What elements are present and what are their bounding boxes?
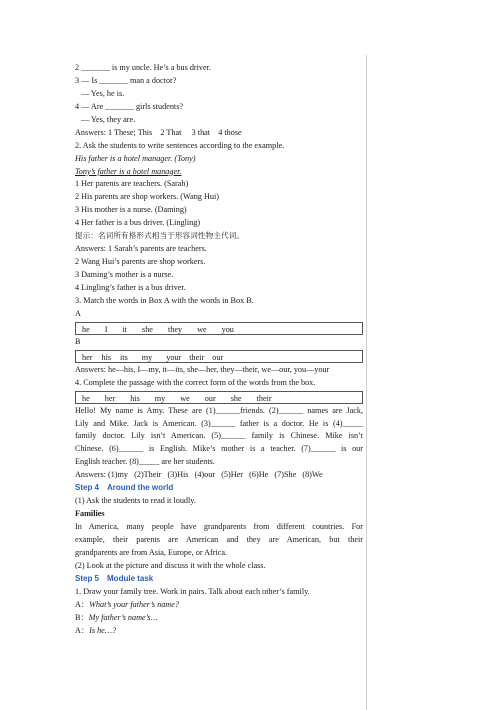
dialogue-line xyxy=(75,599,363,612)
task4-instruction: 4. Complete the passage with the correct form of the words from the box. xyxy=(75,377,316,387)
step5-heading xyxy=(75,573,363,586)
dialogue-speaker: A： xyxy=(75,625,90,635)
task2-item: 3 His mother is a nurse. (Daming) xyxy=(75,205,187,215)
task2-answer: Answers: 1 Sarah’s parents are teachers. xyxy=(75,244,207,254)
dialogue-speaker: A： xyxy=(75,599,90,609)
passage-line: Chinese. (6)______ is English. Mike’s mother is a teacher. (7)______ is our xyxy=(75,444,363,454)
families-line: grandparents are from Asia, Europe, or Africa. xyxy=(75,547,228,557)
ex1-line: 3 — Is _______ man a doctor? xyxy=(75,75,177,85)
step4-number: Step 4 xyxy=(75,483,100,493)
box-a-word: we xyxy=(197,324,207,334)
families-title: Families xyxy=(75,509,105,519)
box-a-label: A xyxy=(75,308,81,318)
box-c-word: their xyxy=(256,393,272,403)
families-line: In America, many people have grandparents from different countries. For xyxy=(75,522,363,531)
task4-answers: Answers: (1)my (2)Their (3)His (4)our (5)Her (6)He (7)She (8)We xyxy=(75,470,323,480)
ex1-line: — Yes, they are. xyxy=(81,114,136,124)
box-b-word: their xyxy=(189,352,205,362)
task2-item: 4 Her father is a bus driver. (Lingling) xyxy=(75,218,201,228)
box-c-word: our xyxy=(204,393,216,403)
box-a-word: they xyxy=(167,324,183,334)
box-b-word: his xyxy=(101,352,112,362)
ex1-line: — Yes, he is. xyxy=(81,88,125,98)
box-b-word: your xyxy=(166,352,182,362)
task2-instruction: 2. Ask the students to write sentences according to the example. xyxy=(75,140,285,150)
lesson-content xyxy=(75,62,363,637)
task2-item: 1 Her parents are teachers. (Sarah) xyxy=(75,179,189,189)
step5-number: Step 5 xyxy=(75,573,100,583)
dialogue-speaker: B： xyxy=(75,612,89,622)
ex1-answers: Answers: 1 These; This 2 That 3 that 4 those xyxy=(75,127,242,137)
box-c-word: his xyxy=(130,393,140,403)
step4-heading xyxy=(75,482,363,495)
passage-line: family doctor. Lily isn’t American. (5)______ family is Chinese. Mike isn’t xyxy=(75,431,363,441)
families-line: example, their parents are American and they are American, but their xyxy=(75,534,363,544)
task2-tip: 提示：名词所有格形式相当于形容词性物主代词。 xyxy=(75,231,245,241)
dialogue-text: My father’s name’s… xyxy=(88,612,158,622)
passage-line: English teacher. (8)_____ are her students. xyxy=(75,457,215,467)
box-a-word: I xyxy=(104,324,108,334)
box-c-word: she xyxy=(230,393,242,403)
box-c-word: my xyxy=(154,393,166,403)
box-a-word: she xyxy=(142,324,153,334)
box-b-label: B xyxy=(75,336,81,346)
box-c-word: her xyxy=(104,393,116,403)
task2-answer: 2 Wang Hui’s parents are shop workers. xyxy=(75,257,206,267)
passage-line: Hello! My name is Amy. These are (1)______friends. (2)______ names are Jack, xyxy=(75,405,363,415)
box-b-word: its xyxy=(120,352,128,362)
step5-instruction: 1. Draw your family tree. Work in pairs. Talk about each other’s family. xyxy=(75,586,310,596)
dialogue-line xyxy=(75,625,363,638)
task2-answer: 4 Lingling’s father is a bus driver. xyxy=(75,282,186,292)
box-b-word: my xyxy=(141,352,153,362)
step4-subtask: (1) Ask the students to read it loudly. xyxy=(75,496,196,506)
box-a-word: he xyxy=(82,324,90,334)
box-c-word: we xyxy=(180,393,190,403)
box-a xyxy=(75,322,363,335)
ex1-line: 2 _______ is my uncle. He’s a bus driver. xyxy=(75,63,211,72)
task2-answer: 3 Daming’s mother is a nurse. xyxy=(75,270,174,279)
ex1-line: 4 — Are _______ girls students? xyxy=(75,101,184,111)
dialogue-line xyxy=(75,612,363,625)
box-b-word: our xyxy=(212,352,224,362)
task2-item: 2 His parents are shop workers. (Wang Hui) xyxy=(75,192,219,202)
passage-line: Lily and Mike. Jack is American. (3)______ father is a doctor. He is (4)_____ xyxy=(75,418,363,428)
box-c-word: he xyxy=(82,393,90,403)
box-a-word: it xyxy=(122,324,128,334)
task3-answers: Answers: he—his, I—my, it—its, she—her, they—their, we—our, you—your xyxy=(75,364,330,374)
box-c xyxy=(75,391,363,404)
dialogue-text: What’s your father’s name? xyxy=(89,599,179,609)
dialogue-text: Is he…? xyxy=(89,625,117,635)
step5-title: Module task xyxy=(107,573,154,583)
task2-example-answer: Tony’s father is a hotel manager. xyxy=(75,166,182,176)
task2-example-question: His father is a hotel manager. (Tony) xyxy=(75,153,196,163)
task3-instruction: 3. Match the words in Box A with the words in Box B. xyxy=(75,295,254,305)
box-a-word: you xyxy=(221,324,234,334)
margin-rule xyxy=(366,55,367,710)
box-b xyxy=(75,350,363,363)
step4-subtask: (2) Look at the picture and discuss it with the whole class. xyxy=(75,560,266,570)
box-b-word: her xyxy=(82,352,93,362)
step4-title: Around the world xyxy=(107,483,174,493)
